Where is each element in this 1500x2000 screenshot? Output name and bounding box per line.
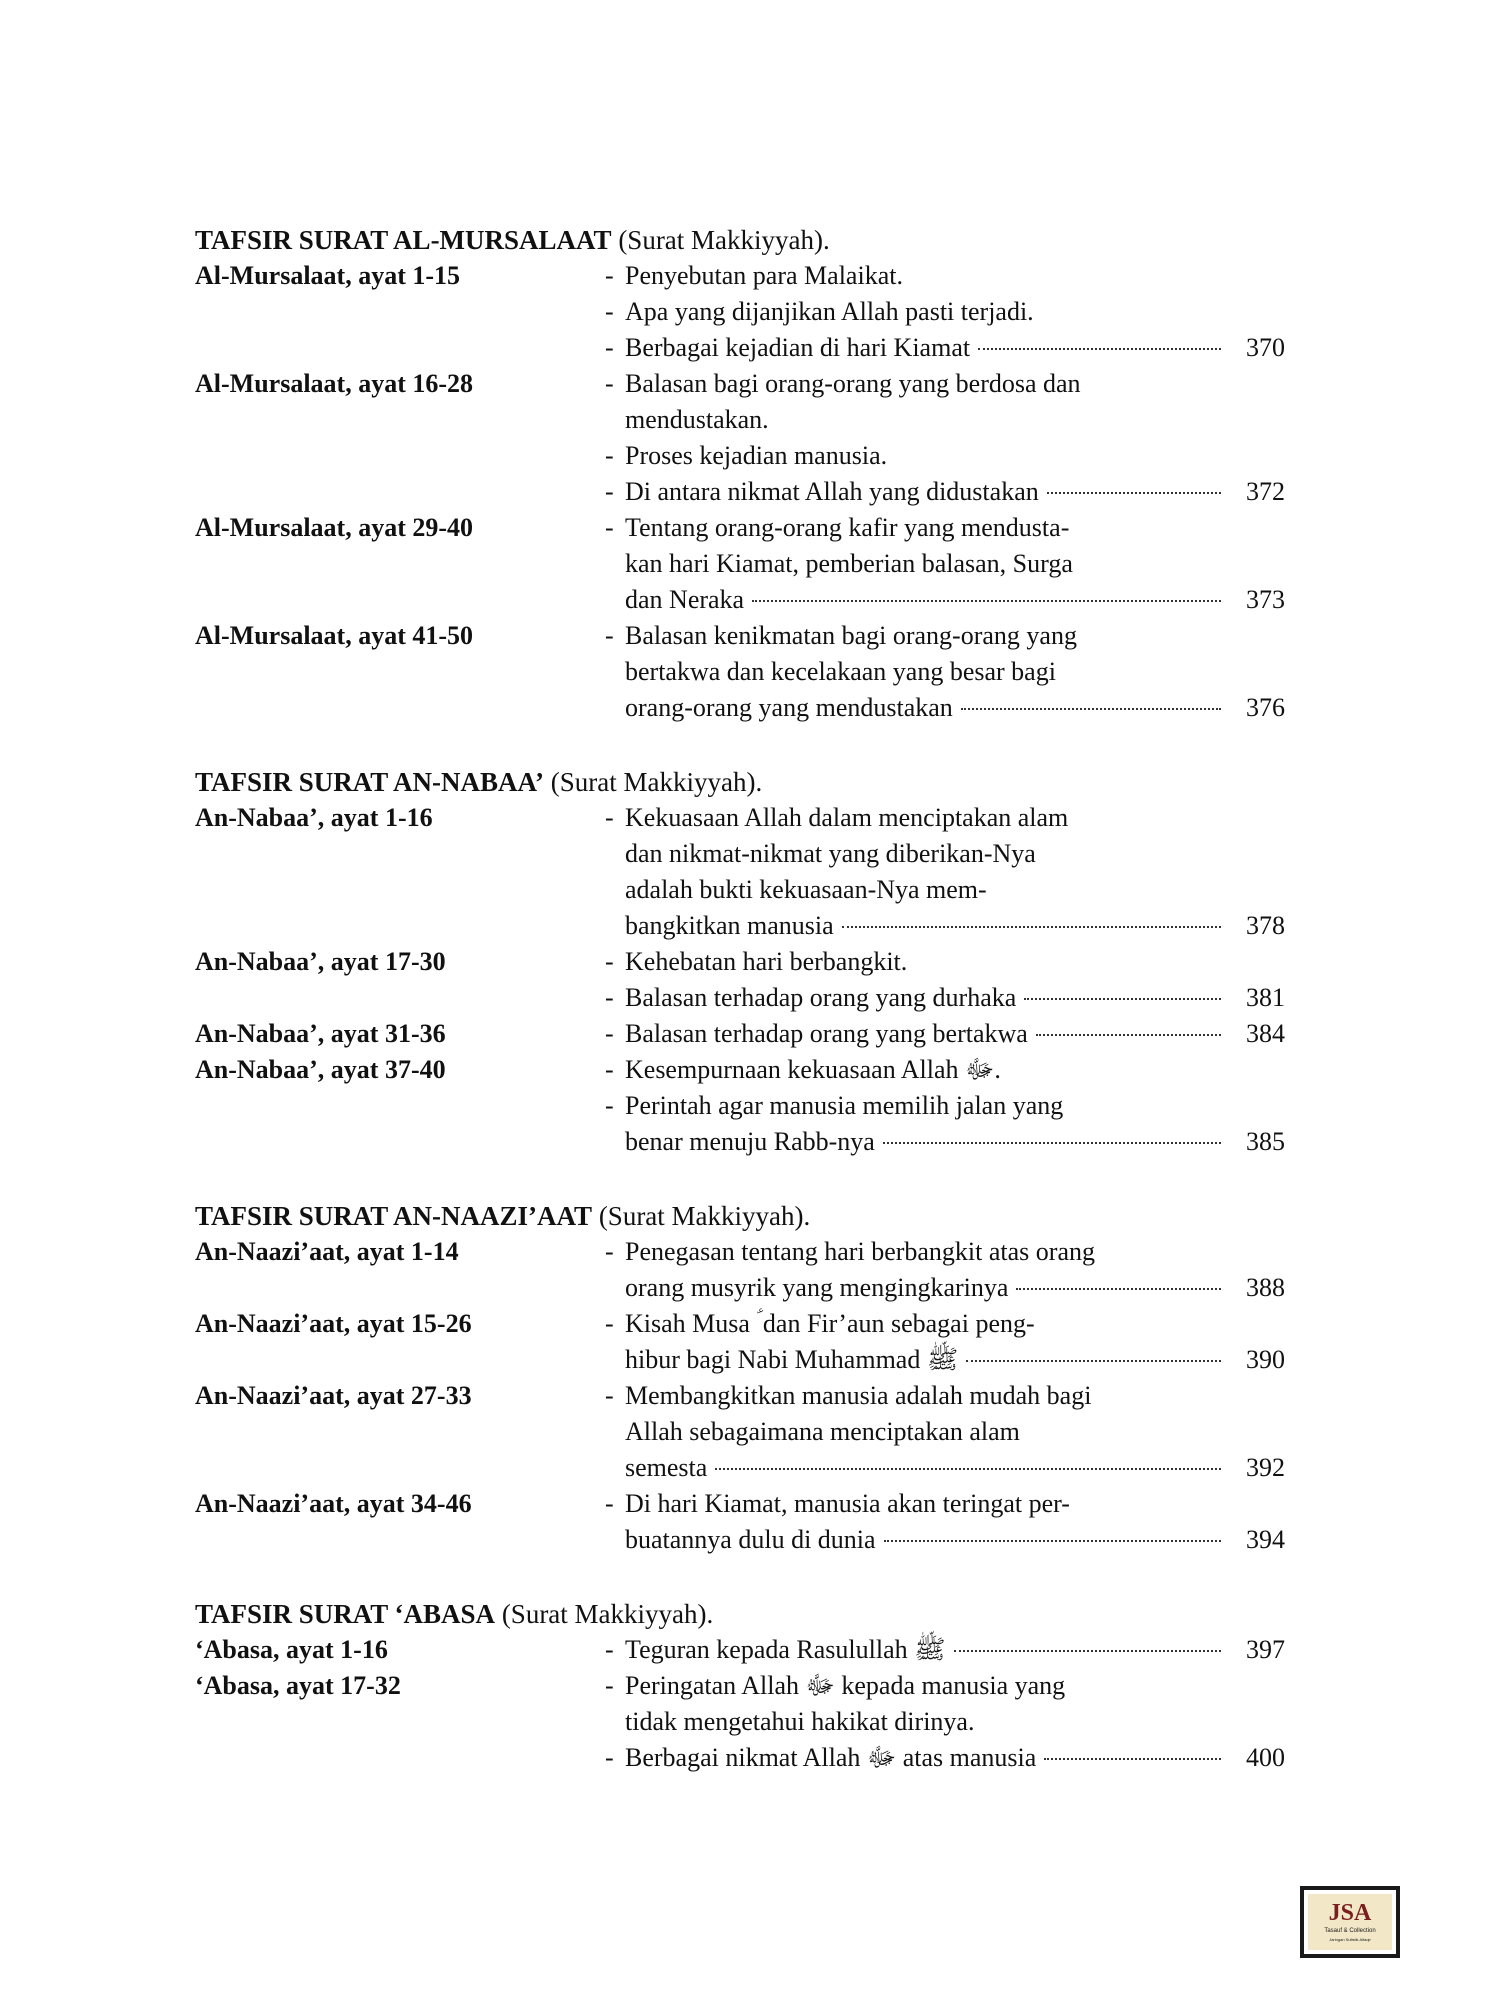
topic-text: benar menuju Rabb-nya [625,1127,875,1156]
topic-text: Kesempurnaan kekuasaan Allah ﷻ. [625,1055,1001,1084]
dot-leader [883,1142,1221,1144]
toc-entry [195,1234,1285,1306]
topic-text: adalah bukti kekuasaan-Nya mem- [625,875,987,904]
topic-text: Di antara nikmat Allah yang didustakan [625,477,1039,506]
dot-leader [1047,492,1221,494]
topic-body [625,510,1285,618]
topic-item [605,1306,1285,1378]
section-type: (Surat Makkiyyah). [550,767,763,797]
toc-entry [195,1306,1285,1378]
toc-entry [195,366,1285,510]
dot-leader [961,708,1221,710]
topic-text: tidak mengetahui hakikat dirinya. [625,1707,975,1736]
toc-entry [195,1378,1285,1486]
dot-leader [978,348,1221,350]
topic-line [625,1668,1285,1704]
topic-text: Kehebatan hari berbangkit. [625,947,908,976]
dot-leader [1024,998,1221,1000]
topic-line [625,582,1285,618]
section-heading [195,764,1285,800]
entry-label: An-Naazi’aat, ayat 15-26 [195,1309,472,1338]
page-number: 376 [1246,693,1285,722]
topic-body [625,1486,1285,1558]
entry-topics [605,1306,1285,1378]
section-type: (Surat Makkiyyah). [618,225,830,255]
topic-item [605,366,1285,438]
topic-dash: - [605,477,614,506]
topic-line [625,1740,1285,1776]
topic-dash: - [605,947,614,976]
toc-entry [195,1632,1285,1668]
topic-item [605,258,1285,294]
topic-item [605,1740,1285,1776]
topic-body [625,800,1285,944]
topic-line [625,1234,1285,1270]
topic-line [625,1450,1285,1486]
entry-label: An-Nabaa’, ayat 1-16 [195,803,433,832]
topic-line [625,474,1285,510]
topic-body [625,1306,1285,1378]
entry-topics [605,1668,1285,1776]
topic-dash: - [605,297,614,326]
topic-dash: - [605,513,614,542]
topic-body [625,258,1285,294]
topic-line [625,546,1285,582]
topic-text: Di hari Kiamat, manusia akan teringat per- [625,1489,1070,1518]
topic-item [605,800,1285,944]
page-number: 372 [1246,477,1285,506]
entry-topics [605,618,1285,726]
page-number: 373 [1246,585,1285,614]
topic-body [625,1234,1285,1306]
topic-text: Penegasan tentang hari berbangkit atas orang [625,1237,1095,1266]
topic-body [625,1668,1285,1740]
topic-body [625,944,1285,980]
topic-line [625,980,1285,1016]
topic-line [625,330,1285,366]
topic-body [625,1052,1285,1088]
entry-topics [605,258,1285,366]
entry-topics [605,1486,1285,1558]
topic-text: orang musyrik yang mengingkarinya [625,1273,1009,1302]
entry-topics [605,1234,1285,1306]
section-title: TAFSIR SURAT AN-NABAA’ [195,767,545,797]
topic-body [625,1378,1285,1486]
topic-dash: - [605,261,614,290]
logo-subtitle: Tasauf & Collection [1324,1928,1376,1934]
topic-dash: - [605,1743,614,1772]
toc-entry [195,800,1285,944]
entry-label: An-Nabaa’, ayat 37-40 [195,1055,446,1084]
topic-text: Allah sebagaimana menciptakan alam [625,1417,1020,1446]
topic-line [625,510,1285,546]
topic-text: dan Neraka [625,585,745,614]
entry-topics [605,366,1285,510]
topic-text: Balasan terhadap orang yang durhaka [625,983,1017,1012]
toc-section [195,764,1285,1160]
entry-topics [605,1016,1285,1052]
toc-section [195,222,1285,726]
topic-dash: - [605,621,614,650]
topic-line [625,872,1285,908]
topic-text: Kisah Musa ؑ dan Fir’aun sebagai peng- [625,1309,1035,1338]
toc-entry [195,1052,1285,1160]
topic-item [605,294,1285,330]
entry-label: An-Nabaa’, ayat 31-36 [195,1019,446,1048]
topic-line [625,654,1285,690]
toc-entry [195,258,1285,366]
toc-entry [195,510,1285,618]
topic-item [605,1632,1285,1668]
entry-topics [605,510,1285,618]
topic-line [625,1088,1285,1124]
entry-label: ‘Abasa, ayat 1-16 [195,1635,388,1664]
topic-item [605,1052,1285,1088]
topic-body [625,474,1285,510]
entry-topics [605,1052,1285,1160]
dot-leader [715,1468,1221,1470]
topic-text: orang-orang yang mendustakan [625,693,953,722]
page-number: 394 [1246,1525,1285,1554]
page-number: 381 [1246,983,1285,1012]
entry-label: An-Naazi’aat, ayat 1-14 [195,1237,459,1266]
topic-text: Balasan kenikmatan bagi orang-orang yang [625,621,1077,650]
topic-item [605,330,1285,366]
section-title: TAFSIR SURAT AN-NAAZI’AAT [195,1201,593,1231]
page-number: 397 [1246,1635,1285,1664]
topic-dash: - [605,369,614,398]
topic-line [625,1124,1285,1160]
entry-topics [605,944,1285,1016]
entry-label: An-Nabaa’, ayat 17-30 [195,947,446,976]
page-number: 384 [1246,1019,1285,1048]
topic-line [625,1270,1285,1306]
section-title: TAFSIR SURAT AL-MURSALAAT [195,225,612,255]
topic-item [605,474,1285,510]
topic-text: Tentang orang-orang kafir yang mendusta- [625,513,1070,542]
toc-entry [195,1486,1285,1558]
topic-text: Apa yang dijanjikan Allah pasti terjadi. [625,297,1034,326]
dot-leader [966,1360,1221,1362]
topic-body [625,1088,1285,1160]
topic-body [625,438,1285,474]
topic-line [625,618,1285,654]
topic-text: buatannya dulu di dunia [625,1525,876,1554]
topic-text: Berbagai nikmat Allah ﷻ atas manusia [625,1743,1037,1772]
page-number: 385 [1246,1127,1285,1156]
dot-leader [1016,1288,1221,1290]
topic-line [625,800,1285,836]
topic-line [625,1632,1285,1668]
topic-line [625,690,1285,726]
entry-topics [605,1378,1285,1486]
topic-text: bangkitkan manusia [625,911,834,940]
topic-dash: - [605,441,614,470]
entry-label: Al-Mursalaat, ayat 1-15 [195,261,461,290]
topic-text: semesta [625,1453,708,1482]
page-number: 388 [1246,1273,1285,1302]
topic-dash: - [605,983,614,1012]
topic-line [625,836,1285,872]
toc-entry [195,618,1285,726]
dot-leader [1044,1758,1221,1760]
topic-body [625,1740,1285,1776]
topic-text: Teguran kepada Rasulullah ﷺ [625,1635,946,1664]
topic-body [625,294,1285,330]
topic-line [625,294,1285,330]
topic-item [605,438,1285,474]
toc-entry [195,1016,1285,1052]
dot-leader [954,1650,1221,1652]
topic-line [625,944,1285,980]
topic-text: mendustakan. [625,405,769,434]
page-number: 392 [1246,1453,1285,1482]
entry-label: Al-Mursalaat, ayat 29-40 [195,513,474,542]
topic-body [625,366,1285,438]
topic-dash: - [605,803,614,832]
toc-section [195,1596,1285,1776]
topic-item [605,1668,1285,1740]
dot-leader [884,1540,1221,1542]
topic-text: Berbagai kejadian di hari Kiamat [625,333,971,362]
topic-body [625,980,1285,1016]
topic-item [605,1486,1285,1558]
topic-dash: - [605,1055,614,1084]
topic-item [605,1378,1285,1486]
section-type: (Surat Makkiyyah). [501,1599,714,1629]
topic-text: Penyebutan para Malaikat. [625,261,903,290]
topic-line [625,1306,1285,1342]
section-title: TAFSIR SURAT ‘ABASA [195,1599,496,1629]
topic-text: Balasan terhadap orang yang bertakwa [625,1019,1028,1048]
topic-text: Perintah agar manusia memilih jalan yang [625,1091,1064,1120]
topic-dash: - [605,1237,614,1266]
dot-leader [752,600,1221,602]
topic-line [625,1342,1285,1378]
section-heading [195,222,1285,258]
page-number: 370 [1246,333,1285,362]
topic-text: Membangkitkan manusia adalah mudah bagi [625,1381,1092,1410]
page-number: 378 [1246,911,1285,940]
topic-item [605,618,1285,726]
jsa-logo [1300,1886,1400,1958]
topic-line [625,1378,1285,1414]
toc-section [195,1198,1285,1558]
topic-line [625,1414,1285,1450]
entry-label: An-Naazi’aat, ayat 27-33 [195,1381,472,1410]
entry-label: An-Naazi’aat, ayat 34-46 [195,1489,472,1518]
entry-label: Al-Mursalaat, ayat 41-50 [195,621,474,650]
topic-line [625,366,1285,402]
topic-body [625,1632,1285,1668]
topic-text: Balasan bagi orang-orang yang berdosa dan [625,369,1081,398]
topic-text: dan nikmat-nikmat yang diberikan-Nya [625,839,1036,868]
topic-text: kan hari Kiamat, pemberian balasan, Surga [625,549,1073,578]
topic-item [605,1234,1285,1306]
topic-dash: - [605,1019,614,1048]
entry-label: ‘Abasa, ayat 17-32 [195,1671,401,1700]
topic-dash: - [605,333,614,362]
toc-entry [195,1668,1285,1776]
dot-leader [842,926,1221,928]
page-number: 390 [1246,1345,1285,1374]
topic-dash: - [605,1381,614,1410]
topic-text: Proses kejadian manusia. [625,441,888,470]
section-type: (Surat Makkiyyah). [598,1201,811,1231]
logo-title: JSA [1328,1900,1372,1926]
topic-text: bertakwa dan kecelakaan yang besar bagi [625,657,1056,686]
topic-item [605,1088,1285,1160]
topic-body [625,1016,1285,1052]
topic-line [625,402,1285,438]
entry-topics [605,1632,1285,1668]
topic-item [605,1016,1285,1052]
section-heading [195,1596,1285,1632]
topic-dash: - [605,1671,614,1700]
table-of-contents [195,222,1285,1814]
entry-label: Al-Mursalaat, ayat 16-28 [195,369,474,398]
topic-line [625,258,1285,294]
topic-body [625,618,1285,726]
topic-item [605,510,1285,618]
topic-text: hibur bagi Nabi Muhammad ﷺ [625,1345,959,1374]
section-heading [195,1198,1285,1234]
topic-dash: - [605,1091,614,1120]
topic-line [625,1704,1285,1740]
topic-text: Peringatan Allah ﷻ kepada manusia yang [625,1671,1066,1700]
topic-line [625,1016,1285,1052]
toc-entry [195,944,1285,1016]
topic-body [625,330,1285,366]
topic-dash: - [605,1635,614,1664]
topic-item [605,980,1285,1016]
topic-line [625,1486,1285,1522]
topic-line [625,438,1285,474]
topic-line [625,1522,1285,1558]
dot-leader [1036,1034,1221,1036]
page-number: 400 [1246,1743,1285,1772]
topic-line [625,1052,1285,1088]
topic-line [625,908,1285,944]
entry-topics [605,800,1285,944]
logo-caption: Jaringan Sufistik Alfaqir [1329,1937,1371,1942]
topic-text: Kekuasaan Allah dalam menciptakan alam [625,803,1069,832]
topic-dash: - [605,1309,614,1338]
topic-item [605,944,1285,980]
topic-dash: - [605,1489,614,1518]
